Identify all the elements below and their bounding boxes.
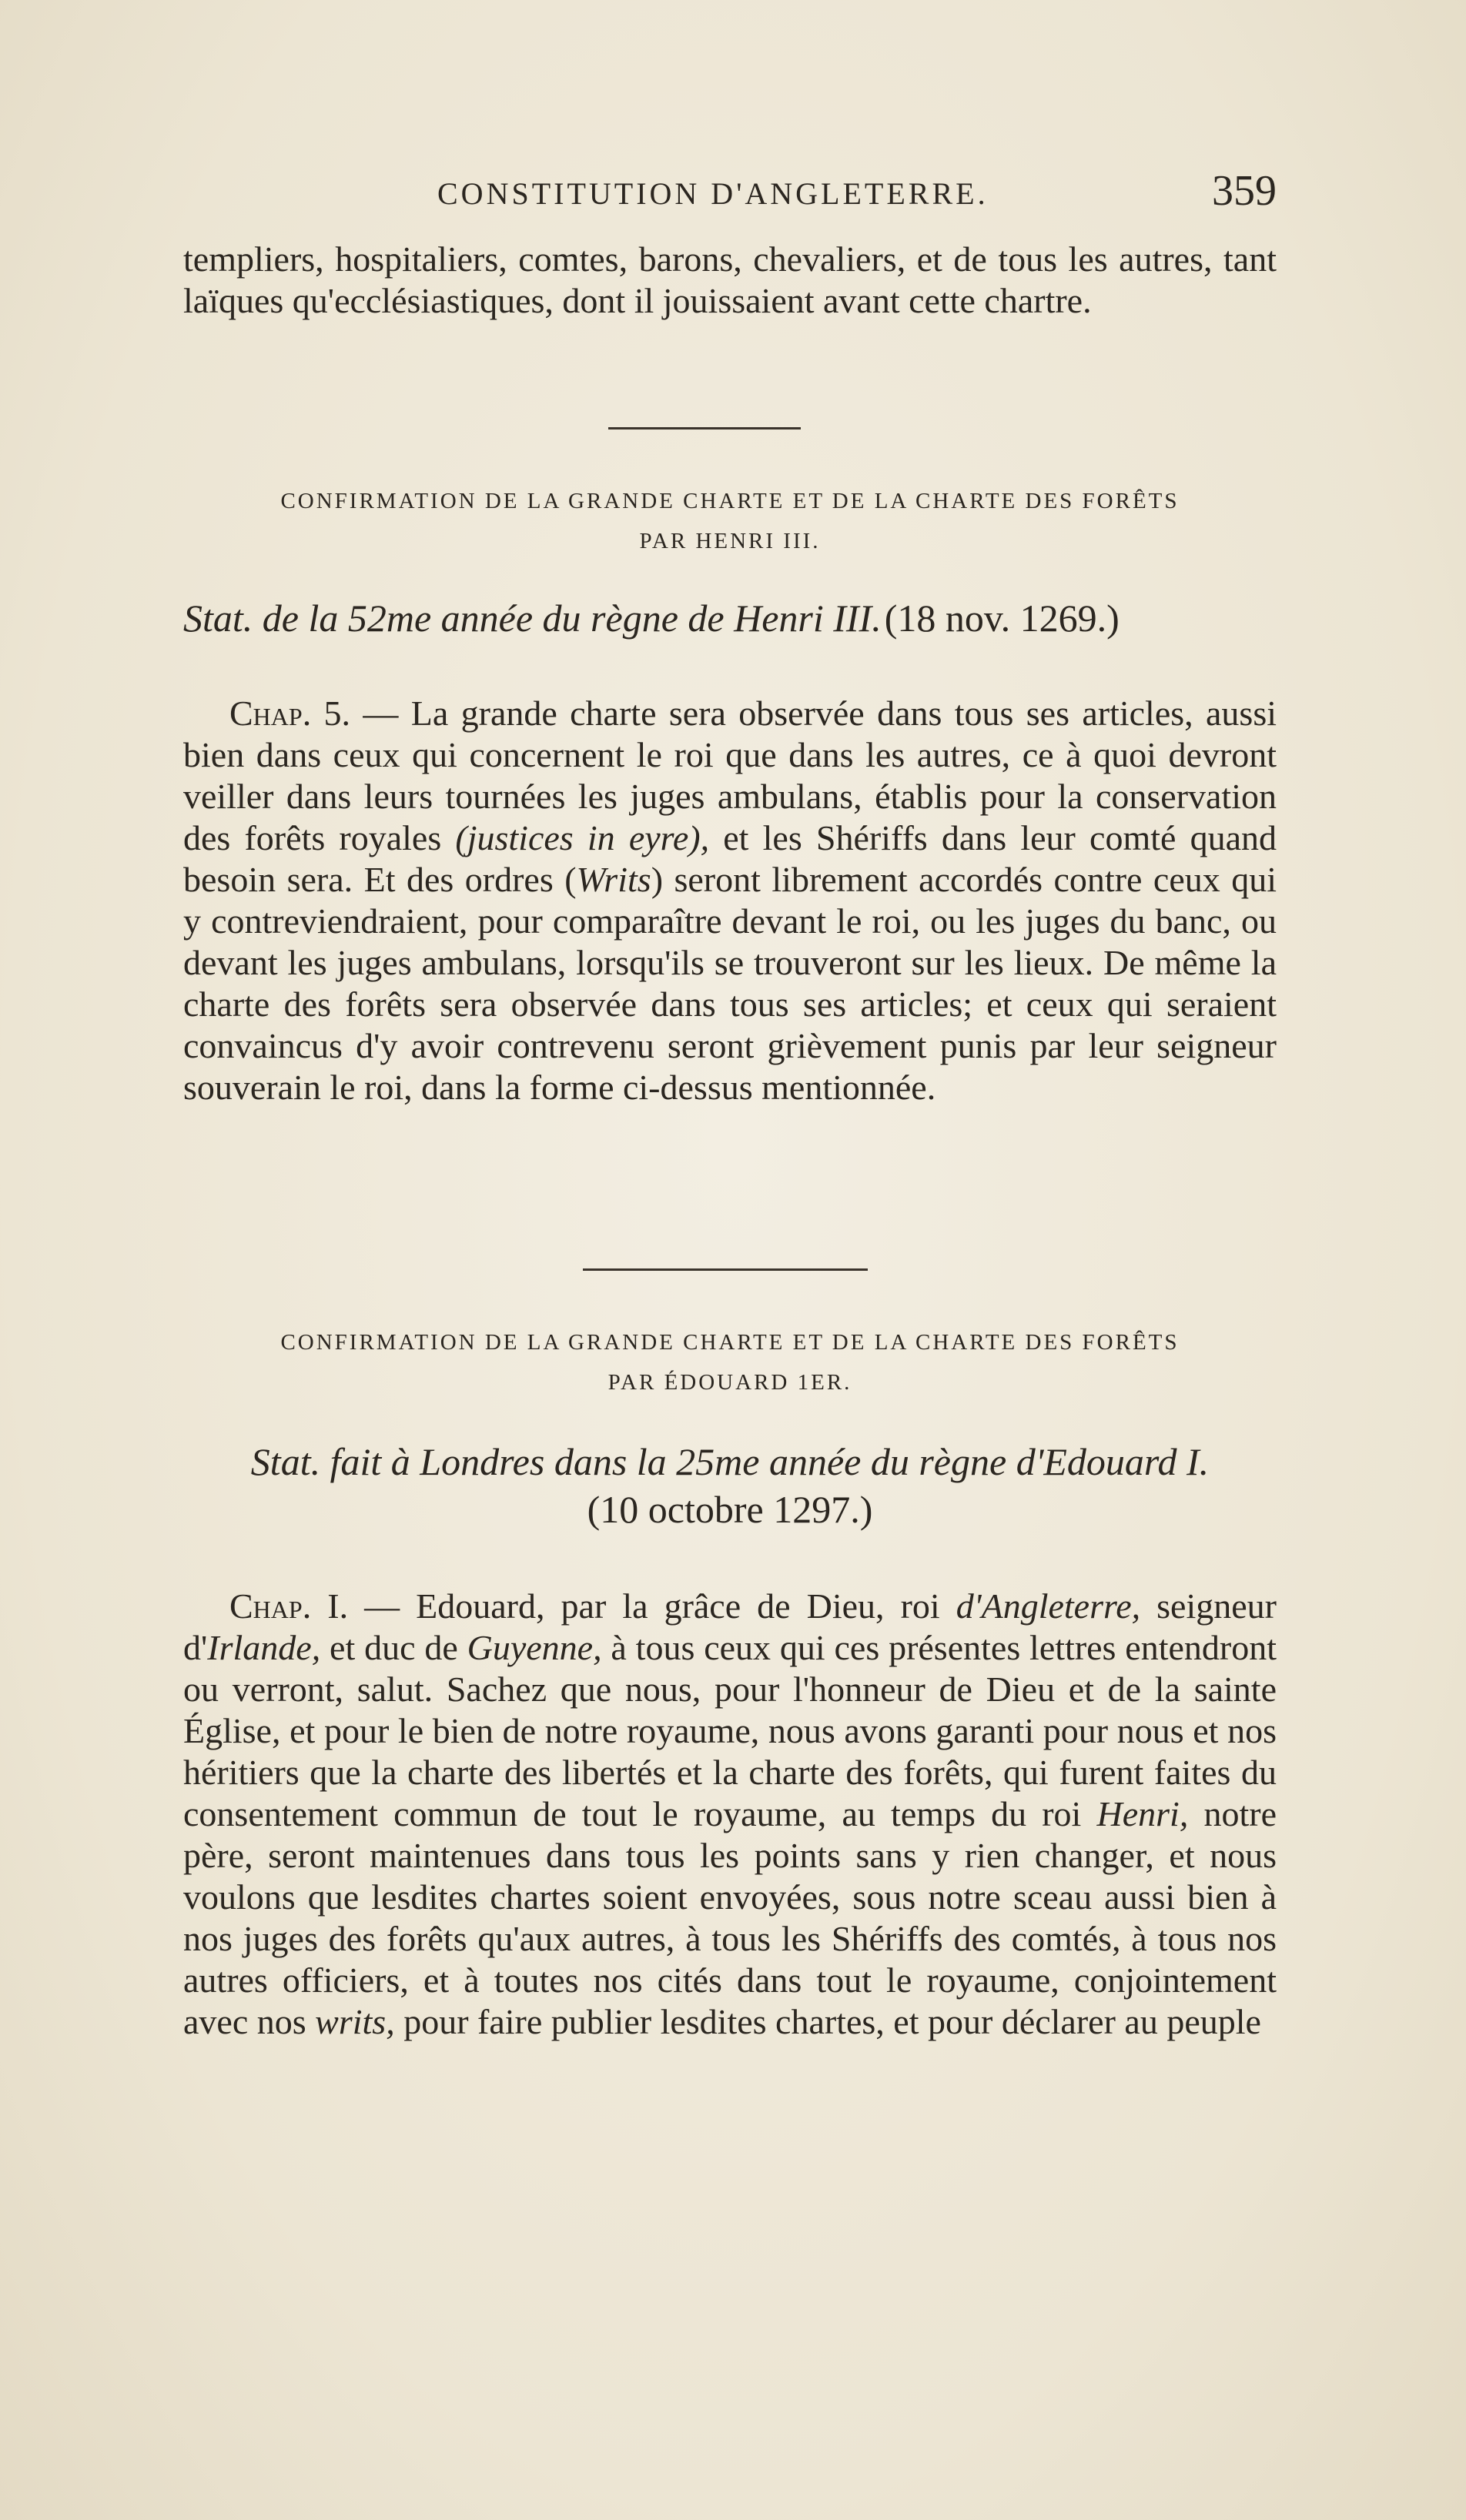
section2-heading-line2: PAR ÉDOUARD 1ER.: [607, 1370, 852, 1395]
section2-text-f: pour faire publier lesdites chartes, et pour déclarer au peuple: [394, 2002, 1261, 2041]
section2-chapter-label: Chap. I.: [229, 1586, 349, 1626]
section1-heading-line1: CONFIRMATION DE LA GRANDE CHARTE ET DE LA CHARTE DES FORÊTS: [280, 489, 1180, 513]
page-number: 359: [1212, 167, 1277, 215]
section-divider: [583, 1268, 868, 1271]
section2-italic-c: Guyenne,: [467, 1628, 602, 1667]
section1-italic-a: (justices in eyre),: [455, 818, 710, 857]
section1-chapter-label: Chap. 5.: [229, 694, 351, 733]
section1-citation-date: (18 nov. 1269.): [884, 597, 1120, 640]
section2-heading: [183, 1322, 1277, 1402]
section2-italic-b: Irlande,: [207, 1628, 321, 1667]
section2-text-a: — Edouard, par la grâce de Dieu, roi: [364, 1586, 956, 1626]
section2-paragraph: [183, 1586, 1277, 2043]
section1-text-c: ) seront librement accordés contre ceux qui y contreviendraient, pour comparaître devant le roi, ou les juges du banc, ou devant les juges ambulans, lorsqu'ils se trouveront sur les lieux. De même la charte des forêts sera observée dans tous ses articles; et ceux qui seraient convaincus d'y avoir contrevenu seront grièvement punis par leur seigneur souverain le roi, dans la forme ci-dessus mentionnée.: [183, 860, 1277, 1107]
running-title: CONSTITUTION D'ANGLETERRE.: [437, 176, 989, 211]
section1-citation: [183, 594, 1277, 642]
section1-chapter: [183, 693, 1277, 1108]
section2-text-b: seigneur d': [183, 1586, 1277, 1667]
section1-heading-line2: PAR HENRI III.: [639, 529, 821, 553]
section2-text-d: à tous ceux qui ces présentes lettres entendront ou verront, salut. Sachez que nous, pour l'honneur de Dieu et de la sainte Église, et pour le bien de notre royaume, nous avons garanti pour nous et nos héritiers que la charte des libertés et la charte des forêts, qui furent faites du consentement commun de tout le royaume, au temps du roi: [183, 1628, 1277, 1833]
section2-citation-date: (10 octobre 1297.): [587, 1488, 873, 1531]
section2-citation-italic: Stat. fait à Londres dans la 25me année du règne d'Edouard I.: [250, 1440, 1210, 1483]
section2-italic-e: writs,: [315, 2002, 395, 2041]
section2-italic-d: Henri,: [1096, 1794, 1189, 1833]
section1-text-a: — La grande charte sera observée dans tous ses articles, aussi bien dans ceux qui concernent le roi que dans les autres, ce à quoi devront veiller dans leurs tournées les juges ambulans, établis pour la conservation des forêts royales: [183, 694, 1277, 857]
intro-paragraph-block: [183, 239, 1277, 322]
section2-text-c: et duc de: [320, 1628, 467, 1667]
section2-citation: [183, 1438, 1277, 1533]
section-divider: [608, 427, 801, 429]
section2-chapter: [183, 1586, 1277, 2043]
section2-italic-a: d'Angleterre,: [956, 1586, 1141, 1626]
section1-heading: [183, 481, 1277, 561]
intro-paragraph: templiers, hospitaliers, comtes, barons, chevaliers, et de tous les autres, tant laïques qu'ecclésiastiques, dont il jouissaient avant cette chartre.: [183, 239, 1277, 320]
section1-italic-b: Writs: [576, 860, 651, 899]
section2-text-e: notre père, seront maintenues dans tous les points sans y rien changer, et nous voulons que lesdites chartes soient envoyées, sous notre sceau aussi bien à nos juges des forêts qu'aux autres, à tous les Shériffs des comtés, à tous nos autres officiers, et à toutes nos cités dans tout le royaume, conjointement avec nos: [183, 1794, 1277, 2041]
section2-heading-line1: CONFIRMATION DE LA GRANDE CHARTE ET DE LA CHARTE DES FORÊTS: [280, 1330, 1180, 1355]
section1-text-b: et les Shériffs dans leur comté quand besoin sera. Et des ordres (: [183, 818, 1277, 899]
running-header: [183, 166, 1277, 220]
section1-citation-italic: Stat. de la 52me année du règne de Henri III.: [183, 597, 882, 640]
section1-paragraph: [183, 693, 1277, 1108]
